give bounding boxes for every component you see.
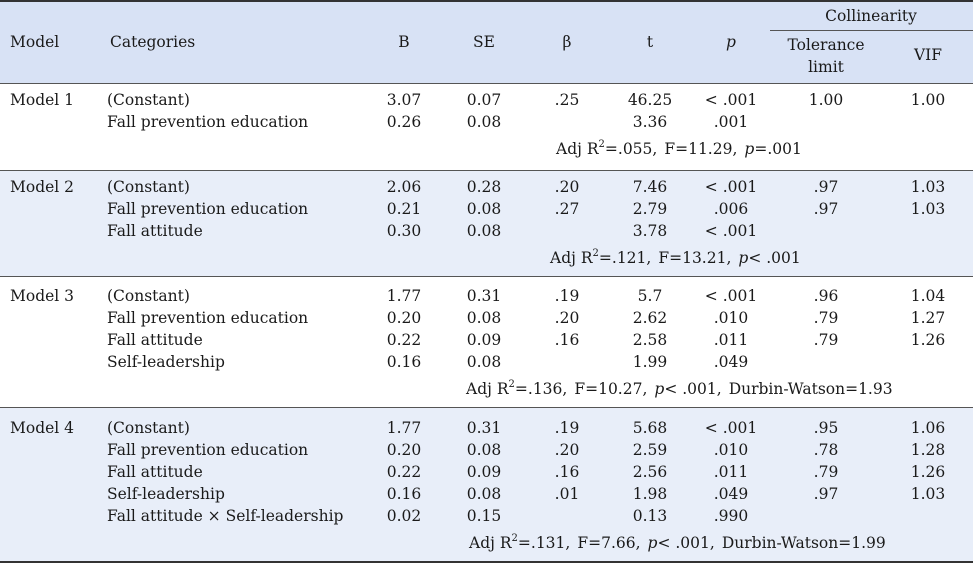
cell-vif: 1.28 <box>910 441 946 459</box>
p-label: p <box>738 249 749 267</box>
durbin-watson: Durbin-Watson=1.93 <box>728 380 893 398</box>
cell-p: < .001 <box>704 178 758 196</box>
cell-tol: 1.00 <box>808 91 844 109</box>
cell-b: 0.22 <box>386 463 422 481</box>
adj-r2-label: Adj R <box>550 249 593 267</box>
cell-t: 2.56 <box>632 463 668 481</box>
adj-r2-value: =.131, <box>517 534 571 552</box>
cell-b: 0.20 <box>386 309 422 327</box>
cell-tol: .95 <box>813 419 839 437</box>
cell-b: 0.16 <box>386 485 422 503</box>
model-divider <box>0 276 973 277</box>
cell-se: 0.31 <box>466 287 502 305</box>
cell-vif: 1.26 <box>910 331 946 349</box>
cell-tol: .79 <box>813 463 839 481</box>
p-label: p <box>654 380 665 398</box>
cell-p: < .001 <box>704 419 758 437</box>
f-statistic: F=13.21, <box>658 249 732 267</box>
p-value: < .001, <box>657 534 715 552</box>
cell-beta: .20 <box>554 178 580 196</box>
f-statistic: F=10.27, <box>574 380 648 398</box>
cell-b: 0.16 <box>386 353 422 371</box>
cell-vif: 1.03 <box>910 485 946 503</box>
cell-p: .011 <box>713 331 749 349</box>
row-category: Fall prevention education <box>107 113 309 131</box>
p-value: =.001 <box>754 140 802 158</box>
cell-tol: .79 <box>813 331 839 349</box>
adj-r2-superscript: 2 <box>598 139 605 150</box>
durbin-watson: Durbin-Watson=1.99 <box>721 534 886 552</box>
cell-t: 2.58 <box>632 331 668 349</box>
top-rule <box>0 0 973 2</box>
cell-tol: .79 <box>813 309 839 327</box>
cell-se: 0.15 <box>466 507 502 525</box>
cell-p: .990 <box>713 507 749 525</box>
cell-b: 0.26 <box>386 113 422 131</box>
header-model: Model <box>10 33 60 51</box>
cell-p: .010 <box>713 309 749 327</box>
cell-beta: .19 <box>554 287 580 305</box>
cell-se: 0.09 <box>466 463 502 481</box>
cell-vif: 1.03 <box>910 178 946 196</box>
p-label: p <box>744 140 755 158</box>
row-category: Fall attitude <box>107 331 203 349</box>
header-p: p <box>726 33 736 51</box>
cell-vif: 1.26 <box>910 463 946 481</box>
cell-t: 5.7 <box>637 287 663 305</box>
cell-p: < .001 <box>704 222 758 240</box>
cell-b: 0.20 <box>386 441 422 459</box>
row-category: Fall attitude <box>107 222 203 240</box>
cell-vif: 1.06 <box>910 419 946 437</box>
row-category: (Constant) <box>107 178 190 196</box>
cell-beta: .20 <box>554 441 580 459</box>
row-category: Fall prevention education <box>107 441 309 459</box>
cell-b: 3.07 <box>386 91 422 109</box>
header-collinearity: Collinearity <box>825 7 917 25</box>
model-name: Model 1 <box>10 91 75 109</box>
cell-se: 0.08 <box>466 309 502 327</box>
header-se: SE <box>473 33 495 51</box>
cell-vif: 1.00 <box>910 91 946 109</box>
header-categories: Categories <box>110 33 196 51</box>
cell-t: 1.98 <box>632 485 668 503</box>
cell-se: 0.08 <box>466 353 502 371</box>
cell-p: < .001 <box>704 91 758 109</box>
model-summary <box>469 534 886 553</box>
cell-t: 2.79 <box>632 200 668 218</box>
adj-r2-superscript: 2 <box>508 379 515 390</box>
cell-tol: .78 <box>813 441 839 459</box>
cell-b: 1.77 <box>386 419 422 437</box>
cell-p: .011 <box>713 463 749 481</box>
model-summary <box>466 380 893 399</box>
cell-se: 0.08 <box>466 485 502 503</box>
cell-t: 46.25 <box>627 91 673 109</box>
cell-tol: .97 <box>813 200 839 218</box>
model-summary <box>556 140 802 159</box>
cell-t: 3.36 <box>632 113 668 131</box>
row-category: (Constant) <box>107 91 190 109</box>
model-name: Model 2 <box>10 178 75 196</box>
model-name: Model 4 <box>10 419 75 437</box>
adj-r2-superscript: 2 <box>511 533 518 544</box>
adj-r2-label: Adj R <box>556 140 599 158</box>
header-tolerance-line2: limit <box>808 58 844 76</box>
cell-t: 2.62 <box>632 309 668 327</box>
cell-b: 0.30 <box>386 222 422 240</box>
cell-beta: .25 <box>554 91 580 109</box>
row-category: Fall prevention education <box>107 309 309 327</box>
cell-se: 0.08 <box>466 441 502 459</box>
cell-beta: .01 <box>554 485 580 503</box>
cell-b: 0.21 <box>386 200 422 218</box>
model-summary <box>550 249 801 268</box>
model-name: Model 3 <box>10 287 75 305</box>
cell-t: 7.46 <box>632 178 668 196</box>
cell-beta: .19 <box>554 419 580 437</box>
cell-se: 0.08 <box>466 222 502 240</box>
cell-p: .001 <box>713 113 749 131</box>
adj-r2-value: =.055, <box>604 140 658 158</box>
cell-t: 0.13 <box>632 507 668 525</box>
f-statistic: F=7.66, <box>577 534 641 552</box>
cell-t: 3.78 <box>632 222 668 240</box>
cell-p: < .001 <box>704 287 758 305</box>
cell-beta: .27 <box>554 200 580 218</box>
header-rule <box>0 83 973 84</box>
cell-tol: .96 <box>813 287 839 305</box>
cell-vif: 1.27 <box>910 309 946 327</box>
row-category: Self-leadership <box>107 485 225 503</box>
cell-b: 2.06 <box>386 178 422 196</box>
cell-b: 0.02 <box>386 507 422 525</box>
cell-beta: .20 <box>554 309 580 327</box>
f-statistic: F=11.29, <box>664 140 738 158</box>
adj-r2-value: =.121, <box>598 249 652 267</box>
header-beta: β <box>562 33 572 51</box>
header-vif: VIF <box>913 46 943 64</box>
cell-se: 0.09 <box>466 331 502 349</box>
model-divider <box>0 170 973 171</box>
cell-t: 1.99 <box>632 353 668 371</box>
adj-r2-label: Adj R <box>469 534 512 552</box>
cell-se: 0.08 <box>466 200 502 218</box>
cell-t: 2.59 <box>632 441 668 459</box>
row-category: Fall prevention education <box>107 200 309 218</box>
cell-p: .049 <box>713 485 749 503</box>
cell-t: 5.68 <box>632 419 668 437</box>
model-divider <box>0 407 973 408</box>
cell-se: 0.31 <box>466 419 502 437</box>
cell-b: 1.77 <box>386 287 422 305</box>
adj-r2-value: =.136, <box>514 380 568 398</box>
row-category: Fall attitude <box>107 463 203 481</box>
header-b: B <box>398 33 410 51</box>
cell-p: .049 <box>713 353 749 371</box>
cell-p: .010 <box>713 441 749 459</box>
cell-beta: .16 <box>554 331 580 349</box>
cell-se: 0.07 <box>466 91 502 109</box>
cell-tol: .97 <box>813 485 839 503</box>
cell-tol: .97 <box>813 178 839 196</box>
cell-se: 0.28 <box>466 178 502 196</box>
row-category: (Constant) <box>107 419 190 437</box>
p-label: p <box>647 534 658 552</box>
cell-p: .006 <box>713 200 749 218</box>
adj-r2-superscript: 2 <box>592 248 599 259</box>
collinearity-rule <box>770 30 973 31</box>
cell-b: 0.22 <box>386 331 422 349</box>
row-category: (Constant) <box>107 287 190 305</box>
cell-beta: .16 <box>554 463 580 481</box>
p-value: < .001, <box>664 380 722 398</box>
p-value: < .001 <box>748 249 801 267</box>
header-tolerance-line1: Tolerance <box>787 36 865 54</box>
row-category: Self-leadership <box>107 353 225 371</box>
cell-se: 0.08 <box>466 113 502 131</box>
adj-r2-label: Adj R <box>466 380 509 398</box>
cell-vif: 1.03 <box>910 200 946 218</box>
header-t: t <box>646 33 654 51</box>
cell-vif: 1.04 <box>910 287 946 305</box>
row-category: Fall attitude × Self-leadership <box>107 507 344 525</box>
